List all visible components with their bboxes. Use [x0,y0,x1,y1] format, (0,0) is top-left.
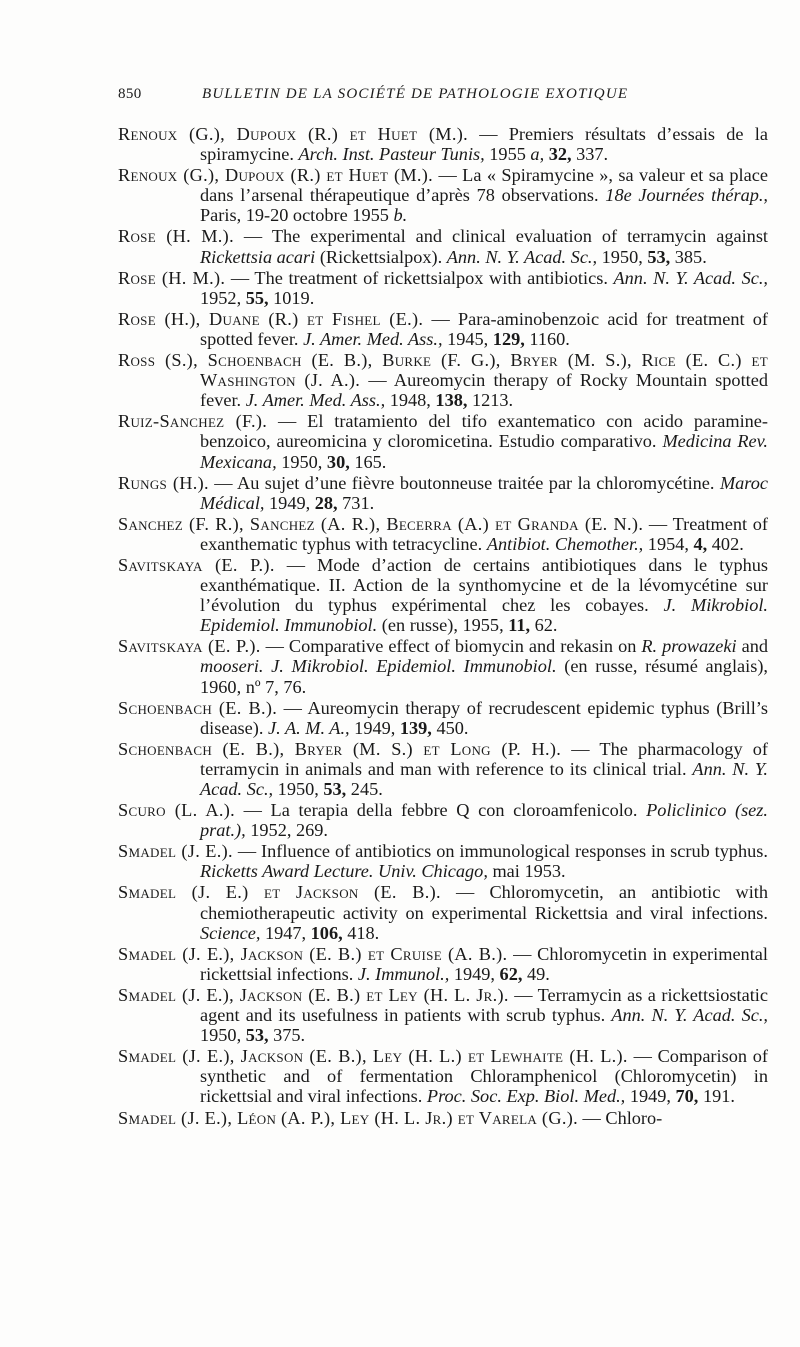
reference-species: Rickettsia acari [200,246,316,267]
reference-entry [118,268,768,308]
reference-title: — La « Spiramycine », sa valeur et sa place dans l’arsenal thérapeutique d’après 78 observations. [200,165,768,206]
reference-title: — Terramycin as a rickettsiostatic agent and its usefulness in patients with scrub typhus. [200,984,768,1026]
reference-pages: 337. [571,144,609,165]
reference-pages: 1160. [524,328,570,349]
reference-entry [118,514,768,554]
reference-entry [118,309,768,349]
reference-title: — Comparative effect of biomycin and rekasin on [260,636,642,657]
reference-volume: 53, [642,246,671,267]
reference-journal: Medicina Rev. Mexicana, [200,431,769,472]
reference-authors: Renoux (G.), Dupoux (R.) et Huet (M.). [118,165,434,186]
reference-journal: Ann. N. Y. Acad. Sc., [611,1005,768,1026]
reference-year: 1949, [349,717,396,738]
reference-authors: Smadel (J. E.), Jackson (E. B.) et Cruise (A. B.). [118,943,508,964]
reference-entry [118,350,768,410]
reference-year: 1947, [260,922,307,943]
reference-year: 1952, [245,820,292,841]
reference-authors: Rose (H. M.). [118,226,234,247]
reference-entry [118,841,768,881]
reference-pages: 450. [431,717,469,738]
reference-journal: Policlinico (sez. prat.), [200,800,768,841]
reference-title: — Chloro- [577,1107,663,1128]
reference-title: — The pharmacology of terramycin in animals and man with reference to its clinical trial. [200,738,768,779]
reference-year: (en russe, résumé anglais), 1960, nº 7, 76. [200,656,768,697]
reference-journal: J. Immunol., [357,963,450,984]
reference-volume: 129, [488,328,525,349]
reference-year-suffix: a, [530,144,545,165]
reference-authors: Savitskaya (E. P.). [118,554,275,575]
reference-authors: Schoenbach (E. B.), Bryer (M. S.) et Long (P. H.). [118,738,562,759]
reference-entry [118,1108,768,1128]
reference-entry [118,739,768,799]
reference-title: — El tratamiento del tifo exantematico con acido paramine-benzoico, aureomicina y cloromicetina. Estudio comparativo. [200,411,768,452]
reference-title: — The treatment of rickettsialpox with antibiotics. [225,267,614,288]
reference-title: — The experimental and clinical evaluation of terramycin against [233,226,769,247]
reference-authors: Smadel (J. E.). [118,841,233,862]
reference-entry [118,165,768,225]
reference-title: — Influence of antibiotics on immunological responses in scrub typhus. [232,841,768,862]
reference-volume: 139, [395,717,432,738]
reference-journal: Antibiot. Chemother., [486,533,644,554]
reference-volume: 28, [310,492,338,513]
reference-journal: Ann. N. Y. Acad. Sc., [446,246,598,267]
reference-authors: Scuro (L. A.). [118,800,235,821]
reference-entry [118,124,768,164]
page-number: 850 [118,86,142,102]
reference-authors: Smadel (J. E.), Jackson (E. B.) et Ley (H. L. Jr.). [118,984,509,1005]
reference-volume: 30, [322,451,350,472]
reference-pages: 245. [346,779,383,799]
reference-volume: 32, [544,144,572,165]
reference-journal: Ann. N. Y. Acad. Sc., [613,267,768,288]
reference-authors: Ruiz-Sanchez (F.). [118,411,268,432]
reference-title: — La terapia della febbre Q con cloroamfenicolo. [235,800,647,821]
reference-authors: Ross (S.), Schoenbach (E. B.), Burke (F. G.), Bryer (M. S.), Rice (E. C.) et Washington (J. A.). [118,350,768,391]
reference-volume: 53, [318,779,347,799]
reference-authors: Sanchez (F. R.), Sanchez (A. R.), Becerra (A.) et Granda (E. N.). [118,513,644,534]
reference-title-cont: (Rickettsialpox). [315,246,447,267]
reference-title: — Chloromycetin in experimental rickettsial infections. [200,943,768,984]
reference-pages: 375. [268,1025,306,1046]
reference-species: R. prowazeki [641,636,737,657]
reference-volume: 4, [688,533,708,554]
reference-pages: 402. [707,533,744,554]
reference-journal: Maroc Médical, [200,472,768,513]
reference-year: 1949, [449,963,495,984]
reference-journal: Science, [200,922,261,943]
reference-title: — Au sujet d’une fièvre boutonneuse traitée par la chloromycétine. [208,472,720,493]
reference-title: — Treatment of exanthematic typhus with tetracycline. [200,513,769,554]
running-title: BULLETIN DE LA SOCIÉTÉ DE PATHOLOGIE EXOTIQUE [202,86,629,102]
reference-pages: 49. [522,963,550,984]
reference-entry [118,944,768,984]
reference-title: — Mode d’action de certains antibiotiques dans le typhus exanthématique. II. Action de la synthomycine et de la lévomycétine sur l’évolution du typhus expérimental chez les cobayes. [200,554,768,616]
reference-entry [118,411,768,471]
reference-journal: Ricketts Award Lecture. Univ. Chicago, [200,861,488,882]
reference-authors: Smadel (J. E.), Léon (A. P.), Ley (H. L. Jr.) et Varela (G.). [118,1107,578,1128]
reference-year: Paris, 19-20 octobre 1955 [200,205,394,226]
reference-list [118,124,768,1128]
reference-journal: Ann. N. Y. Acad. Sc., [200,758,768,799]
reference-volume: 62, [494,963,523,984]
reference-year: 1955 [484,144,531,165]
reference-title: — Aureomycin therapy of recrudescent epidemic typhus (Brill’s disease). [200,697,768,738]
reference-volume: 106, [306,922,343,943]
reference-journal: J. Mikrobiol. Epidemiol. Immunobiol. [271,656,557,677]
reference-volume: 11, [503,615,531,636]
reference-year: (en russe), 1955, [377,615,504,636]
reference-authors: Rungs (H.). [118,472,209,493]
reference-journal: Arch. Inst. Pasteur Tunis, [298,144,485,165]
reference-journal: J. Amer. Med. Ass., [245,390,386,411]
reference-authors: Savitskaya (E. P.). [118,636,261,657]
reference-volume: 55, [241,287,269,308]
page-header [118,86,768,112]
reference-volume: 138, [430,390,468,411]
reference-year: mai 1953. [487,861,566,882]
reference-year: 1954, [643,533,689,554]
reference-title: — Aureomycin therapy of Rocky Mountain spotted fever. [200,370,768,411]
reference-journal: J. Mikrobiol. Epidemiol. Immunobiol. [200,595,768,636]
reference-species: mooseri. [200,656,264,677]
reference-title: — Premiers résultats d’essais de la spiramycine. [200,124,768,165]
reference-title: — Comparison of synthetic and of fermentation Chloramphenicol (Chloromycetin) in rickettsial and viral infections. [200,1046,768,1107]
reference-authors: Rose (H. M.). [118,267,226,288]
reference-journal: 18e Journées thérap., [605,185,768,206]
reference-entry [118,226,768,266]
reference-pages: 269. [291,820,328,841]
reference-year: 1949, [264,492,311,513]
reference-pages: 165. [349,451,387,472]
reference-volume: 70, [670,1086,699,1107]
reference-entry [118,473,768,513]
reference-entry [118,1046,768,1106]
reference-year: 1952, [200,287,242,308]
reference-authors: Rose (H.), Duane (R.) et Fishel (E.). [118,308,424,329]
reference-pages: 1213. [467,390,514,411]
reference-entry [118,985,768,1045]
reference-year: 1950, [273,779,319,799]
reference-journal: J. A. M. A., [268,717,350,738]
reference-authors: Renoux (G.), Dupoux (R.) et Huet (M.). [118,124,468,144]
reference-volume: 53, [241,1025,269,1046]
reference-journal: J. Amer. Med. Ass., [303,328,443,349]
reference-year: 1950, [597,246,643,267]
reference-year: 1948, [385,390,431,411]
reference-authors: Smadel (J. E.), Jackson (E. B.), Ley (H. L.) et Lewhaite (H. L.). [118,1046,628,1067]
reference-pages: 418. [342,922,380,943]
reference-entry [118,636,768,696]
reference-year-suffix: b. [393,205,408,226]
reference-authors: Schoenbach (E. B.). [118,697,278,718]
reference-title: — Chloromycetin, an antibiotic with chemiotherapeutic activity on experimental Rickettsia and viral infections. [200,882,768,923]
reference-journal: Proc. Soc. Exp. Biol. Med., [426,1086,626,1107]
reference-entry [118,555,768,635]
reference-entry [118,882,768,942]
reference-pages: 62. [530,615,558,636]
reference-pages: 191. [698,1086,735,1107]
reference-entry [118,800,768,840]
reference-pages: 731. [337,492,375,513]
reference-year: 1950, [200,1025,242,1046]
reference-title: — Para-aminobenzoic acid for treatment of spotted fever. [200,308,768,349]
reference-authors: Smadel (J. E.) et Jackson (E. B.). [118,882,441,903]
reference-year: 1950, [276,451,323,472]
reference-entry [118,698,768,738]
reference-pages: 1019. [268,287,315,308]
reference-pages: 385. [670,246,707,267]
reference-title-cont: and [736,636,768,657]
reference-year: 1949, [625,1086,671,1107]
reference-year: 1945, [442,328,489,349]
